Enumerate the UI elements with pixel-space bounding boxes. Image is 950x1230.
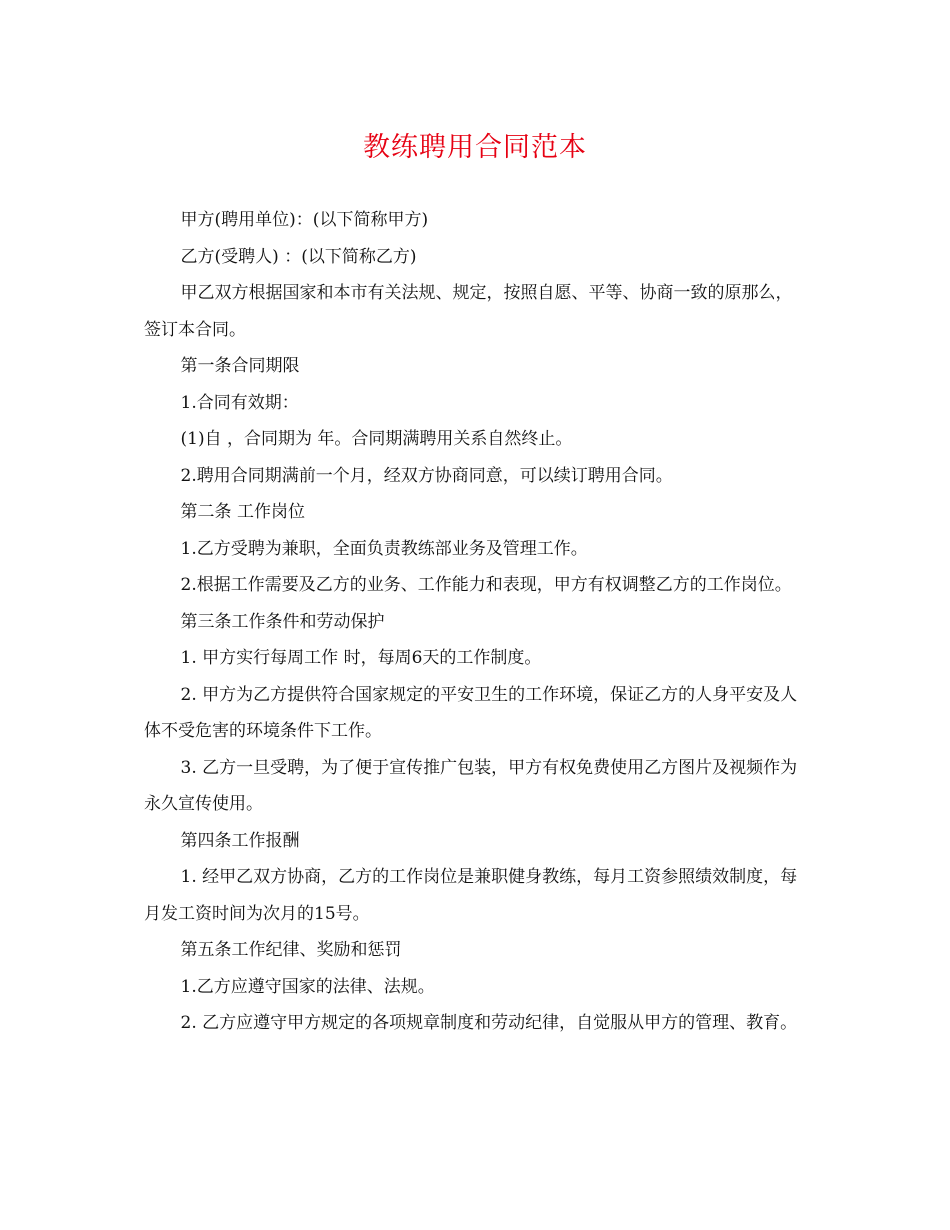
- article-2-heading: 第二条 工作岗位: [180, 502, 305, 522]
- article-2-item-2: 2.根据工作需要及乙方的业务、工作能力和表现，甲方有权调整乙方的工作岗位。: [180, 575, 792, 595]
- article-4-heading: 第四条工作报酬: [180, 830, 300, 851]
- article-1-item-1-sub-1: (1)自 ，合同期为 年。合同期满聘用关系自然终止。: [180, 429, 573, 449]
- article-3-heading: 第三条工作条件和劳动保护: [180, 611, 385, 632]
- article-3-item-1: 1. 甲方实行每周工作 时，每周6天的工作制度。: [180, 648, 542, 668]
- article-3-item-2: 2. 甲方为乙方提供符合国家规定的平安卫生的工作环境，保证乙方的人身平安及人体不受危害的环境条件下工作。: [144, 684, 798, 741]
- article-1-heading: 第一条合同期限: [180, 356, 300, 376]
- article-4-item-1: 1. 经甲乙双方协商，乙方的工作岗位是兼职健身教练，每月工资参照绩效制度，每月发工资时间为次月的15号。: [144, 867, 798, 924]
- article-2-item-1: 1.乙方受聘为兼职，全面负责教练部业务及管理工作。: [180, 538, 588, 559]
- party-b-line: 乙方(受聘人) ：(以下简称乙方): [180, 246, 417, 267]
- article-1-item-2: 2.聘用合同期满前一个月，经双方协商同意，可以续订聘用合同。: [180, 465, 673, 486]
- preamble-paragraph: 甲乙双方根据国家和本市有关法规、规定，按照自愿、平等、协商一致的原那么，签订本合同。: [144, 283, 793, 340]
- document-body: [144, 202, 808, 1042]
- party-a-line: 甲方(聘用单位)：(以下简称甲方): [180, 210, 429, 230]
- article-3-item-3: 3. 乙方一旦受聘，为了便于宣传推广包装，甲方有权免费使用乙方图片及视频作为永久宣传使用。: [144, 757, 798, 814]
- article-5-heading: 第五条工作纪律、奖励和惩罚: [180, 940, 402, 960]
- article-1-item-1: 1.合同有效期：: [180, 392, 299, 413]
- document-title: 教练聘用合同范本: [363, 132, 587, 163]
- article-5-item-1: 1.乙方应遵守国家的法律、法规。: [180, 976, 435, 997]
- article-5-item-2: 2. 乙方应遵守甲方规定的各项规章制度和劳动纪律，自觉服从甲方的管理、教育。: [180, 1013, 798, 1033]
